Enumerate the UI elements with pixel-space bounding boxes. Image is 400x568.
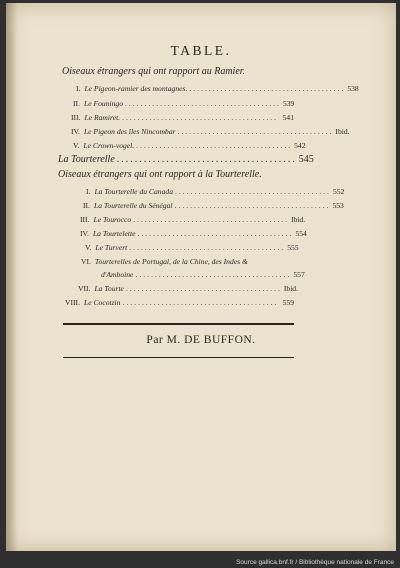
- entry-number: II.: [73, 99, 80, 108]
- entry-page: 557: [293, 270, 305, 279]
- dot-leader: ........................................: [122, 298, 279, 307]
- source-credit: Source gallica.bnf.fr / Bibliothèque nationale de France: [236, 559, 394, 566]
- entry-page: Ibid.: [335, 127, 350, 136]
- bottom-rule: [63, 357, 294, 358]
- entry-number: III.: [80, 215, 90, 224]
- entry-page: 542: [294, 141, 306, 150]
- dot-leader: ........................................: [177, 127, 334, 136]
- dot-leader: ........................................: [129, 243, 286, 252]
- entry-page: Ibid.: [283, 284, 299, 293]
- entry-page: 554: [295, 229, 307, 238]
- entry-number: VIII.: [65, 298, 80, 307]
- entry-page: 545: [298, 154, 314, 165]
- entry-page: 541: [282, 113, 294, 122]
- dot-leader: ........................................: [116, 154, 297, 165]
- entry-label: Tourterelles de Portugal, de la Chine, des Indes &: [94, 257, 248, 266]
- entry-number: V.: [85, 243, 92, 252]
- entry-label: La Tourterelle du Canada: [94, 187, 173, 196]
- toc-entry: [65, 298, 294, 307]
- section-heading-ramier: Oiseaux étrangers qui ont rapport au Ramier.: [62, 66, 246, 77]
- faint-stamp: [58, 433, 128, 441]
- toc-entry: [81, 257, 294, 266]
- entry-number: III.: [71, 113, 81, 122]
- entry-number: V.: [73, 141, 80, 150]
- entry-label: Le Pigeon des îles Nincombar: [83, 127, 176, 136]
- entry-label: Le Turvert: [95, 243, 128, 252]
- dot-leader: ........................................: [137, 229, 294, 238]
- entry-label: Le Cocotzin: [83, 298, 121, 307]
- toc-entry: [73, 99, 294, 108]
- dot-leader: ........................................: [133, 215, 290, 224]
- dot-leader: ........................................: [125, 284, 282, 293]
- entry-number: I.: [86, 187, 91, 196]
- entry-number: IV.: [80, 229, 89, 238]
- entry-number: IV.: [71, 127, 80, 136]
- entry-label-continuation: d'Amboine: [101, 270, 134, 279]
- entry-label: Le Crown-vogel.: [83, 141, 135, 150]
- toc-entry: [80, 229, 307, 238]
- toc-entry: [78, 284, 299, 293]
- entry-label: La Tourte: [94, 284, 124, 293]
- entry-number: II.: [83, 201, 90, 210]
- entry-number: VI.: [81, 257, 91, 266]
- entry-label: La Tourterelle du Sénégal: [93, 201, 173, 210]
- dot-leader: ........................................: [189, 84, 346, 93]
- entry-page: 552: [332, 187, 345, 196]
- entry-number: I.: [76, 84, 81, 93]
- dot-leader: ........................................: [175, 187, 331, 196]
- book-page: [6, 3, 396, 551]
- entry-page: 539: [282, 99, 295, 108]
- toc-entry: [71, 127, 350, 136]
- entry-label: Le Tourocco: [93, 215, 132, 224]
- entry-label: Le Pigeon-ramier des montagnes.: [84, 84, 188, 93]
- entry-page: Ibid.: [291, 215, 306, 224]
- entry-label: La Tourtelette: [92, 229, 136, 238]
- toc-entry: [86, 187, 345, 196]
- toc-entry: [80, 215, 306, 224]
- section-heading-tourterelle: Oiseaux étrangers qui ont rapport à la Tourterelle.: [58, 169, 262, 180]
- entry-label: La Tourterelle: [58, 154, 115, 165]
- toc-entry-continuation: [101, 270, 305, 279]
- entry-number: VII.: [78, 284, 91, 293]
- dot-leader: ........................................: [136, 141, 293, 150]
- author-line: Par M. DE BUFFON.: [146, 334, 256, 346]
- entry-label: Le Ramiret.: [84, 113, 121, 122]
- toc-entry: [85, 243, 299, 252]
- toc-entry: [71, 113, 294, 122]
- top-rule: [63, 323, 294, 325]
- entry-page: 538: [347, 84, 359, 93]
- toc-entry: [83, 201, 344, 210]
- entry-label: Le Founingo: [83, 99, 123, 108]
- page-title: TABLE.: [170, 43, 232, 58]
- toc-entry-tourterelle: [58, 154, 314, 165]
- entry-page: 559: [282, 298, 294, 307]
- toc-entry: [73, 141, 306, 150]
- dot-leader: ........................................: [135, 270, 292, 279]
- toc-entry: [76, 84, 359, 93]
- dot-leader: ........................................: [122, 113, 279, 122]
- entry-page: 553: [332, 201, 344, 210]
- dot-leader: ........................................: [125, 99, 281, 108]
- entry-page: 555: [287, 243, 299, 252]
- dot-leader: ........................................: [174, 201, 331, 210]
- page-gutter-shadow: [6, 3, 18, 551]
